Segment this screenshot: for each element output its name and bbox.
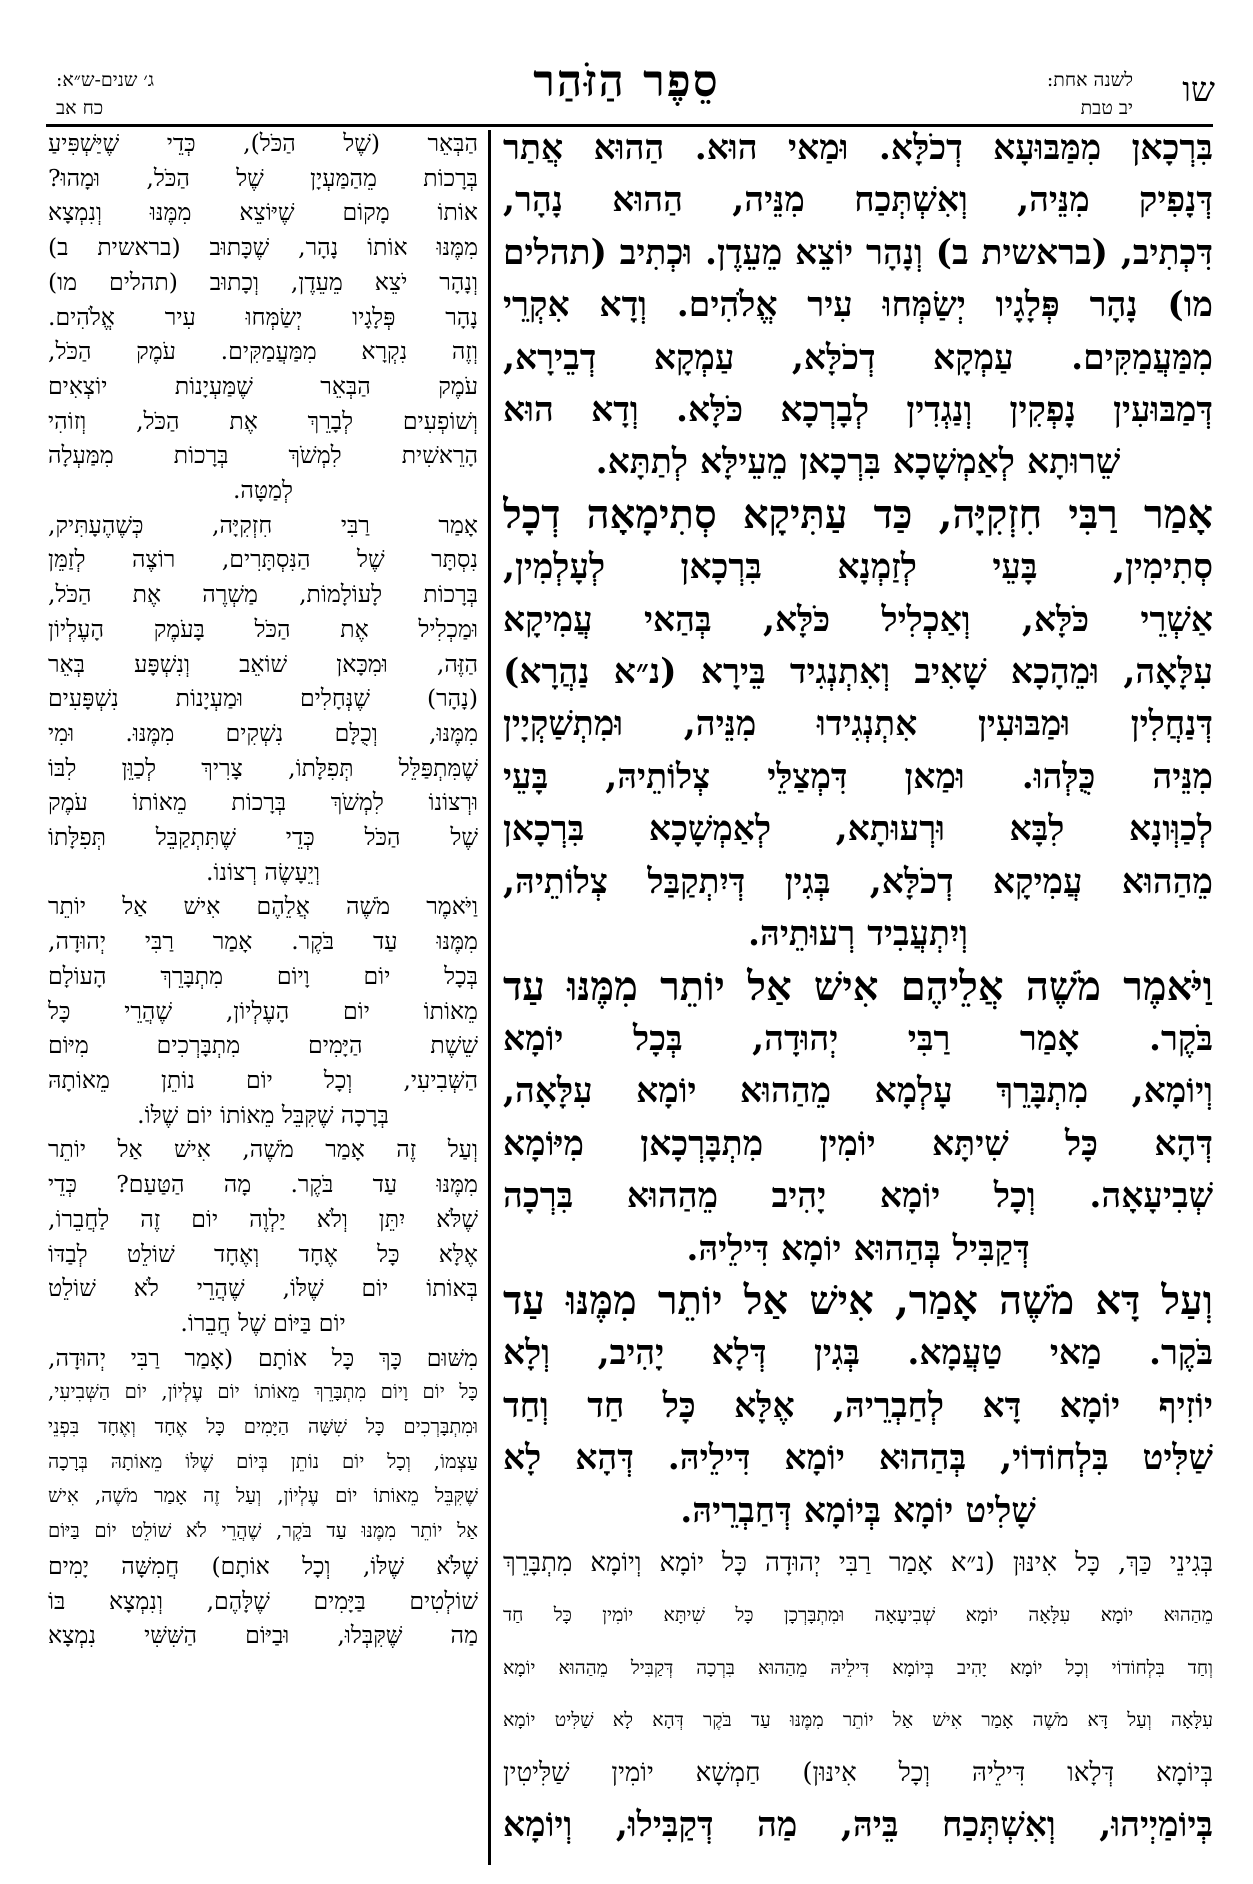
main-line: וְעַל דָּא מֹשֶׁה אָמַר, אִישׁ אַל יוֹתֵר מִמֶּנּוּ עַד	[503, 1276, 1213, 1324]
side-line: מִמֶּנּוּ אוֹתוֹ נָהָר, שֶׁכָּתוּב (בראשית ב)	[48, 233, 478, 262]
hebrew-translation-column	[48, 126, 478, 1871]
main-line: אַשְׁרֵי כֹּלָּא, וְאַכְלִיל כֹּלָּא, בְּהַאי עֲמִיקָא	[503, 599, 1213, 640]
aramaic-main-column	[503, 122, 1213, 1867]
side-line: אָמַר רַבִּי חִזְקִיָּה, כְּשֶׁהֶעָתִּיק,	[48, 510, 478, 539]
side-line: הַזֶּה, וּמִכָּאן שׁוֹאֵב וְנִשְׁפָּע בְּאֵר	[48, 649, 478, 678]
main-note-line: וְחַד בִּלְחוֹדוֹי וְכָל יוֹמָא יָהִיב בְּיוֹמָא דִּילֵיהּ מֵהַהוּא בִּרְכָה דְּקַבִּיל מֵהַהוּא יוֹמָא	[503, 1656, 1213, 1679]
main-line: עִלָּאָה, וּמֵהָכָא שָׁאִיב וְאִתְנְגִיד בֵּירָא (נ״א נַהֲרָא)	[503, 652, 1213, 693]
side-line: מִמֶּנּוּ עַד בֹּקֶר. מָה הַטַּעַם? כְּדֵי	[48, 1170, 478, 1199]
book-title: סֵפֶר הַזֹּהַר	[533, 56, 720, 107]
side-line: הַשְּׁבִיעִי, וְכָל יוֹם נוֹתֵן מֵאוֹתָהּ	[48, 1065, 478, 1094]
main-line: וְיוֹמָא, מִתְבָּרֵךְ עָלְמָא מֵהַהוּא יוֹמָא עִלָּאָה,	[503, 1071, 1213, 1112]
side-line: מֵאוֹתוֹ יוֹם הָעֶלְיוֹן, שֶׁהֲרֵי כָּל	[48, 996, 478, 1025]
side-line: (נָהָר) שֶׁנְּחָלִים וּמַעְיָנוֹת נִשְׁפָּעִים	[48, 684, 478, 713]
side-line: וּרְצוֹנוֹ לִמְשֹׁךְ בְּרָכוֹת מֵאוֹתוֹ עֹמֶק	[48, 788, 478, 817]
main-line: דִּכְתִיב, (בראשית ב) וְנָהָר יוֹצֵא מֵעֵדֶן. וּכְתִיב (תהלים	[503, 232, 1213, 273]
main-line: שְׁבִיעָאָה. וְכָל יוֹמָא יָהִיב מֵהַהוּא בִּרְכָה	[503, 1176, 1213, 1217]
main-line: מו) נָהָר פְּלָגָיו יְשַׂמְּחוּ עִיר אֱלֹהִים. וְדָא אִקְרֵי	[503, 285, 1213, 326]
main-line: מִנֵּיה כֻּלְּהוּ. וּמַאן דִּמְצַלֵּי צְלוֹתֵיהּ, בָּעֵי	[503, 756, 1213, 797]
side-line: שׁוֹלְטִים בַּיָּמִים שֶׁלָּהֶם, וְנִמְצָא בּוֹ	[48, 1586, 478, 1615]
header-right-line-2: יב טבת	[1080, 97, 1133, 119]
side-note-line: אַל יוֹתֵר מִמֶּנּוּ עַד בֹּקֶר, שֶׁהֲרֵי לֹא שׁוֹלֵט יוֹם בַּיּוֹם	[48, 1519, 478, 1543]
main-line: יוֹזִיף יוֹמָא דָּא לְחַבְרֵיהּ, אֶלָּא כָּל חַד וְחַד	[503, 1385, 1213, 1426]
main-line: שַׁלִּיט בִּלְחוֹדוֹי, בְּהַהוּא יוֹמָא דִּילֵיהּ. דְּהָא לָא	[503, 1438, 1213, 1479]
main-note-line: בְּיוֹמָא דְּלָאו דִּילֵיהּ וְכָל אִינּוּן) חַמְשָׁא יוֹמִין שַׁלִּיטִין	[503, 1757, 1213, 1788]
side-line: נִסְתָּר שֶׁל הַנִּסְתָּרִים, רוֹצֶה לְזַמֵּן	[48, 545, 478, 574]
side-line: בְּרָכוֹת לָעוֹלָמוֹת, מַשְׁרֶה אֶת הַכֹּל,	[48, 580, 478, 609]
column-divider	[488, 130, 491, 1865]
side-line: מִשּׁוּם כָּךְ כָּל אוֹתָם (אָמַר רַבִּי יְהוּדָה,	[48, 1343, 478, 1372]
header-right-line-1: לשנה אחת:	[1046, 69, 1133, 91]
main-line: סְתִימִין, בָּעֵי לְזַמְנָא בִּרְכָאן לְעָלְמִין,	[503, 547, 1213, 588]
side-note-line: עַצְמוֹ, וְכָל יוֹם נוֹתֵן בְּיוֹם שֶׁלּוֹ מֵאוֹתָהּ בְּרָכָה	[48, 1449, 478, 1473]
side-line: וְשׁוֹפְעִים לְבָרֵךְ אֶת הַכֹּל, וְזוֹהִי	[48, 406, 478, 435]
main-line: לְכַוְּונָא לִבָּא וּרְעוּתָא, לְאַמְשָׁכָא בִּרְכָאן	[503, 809, 1213, 850]
main-line: דְּמַבּוּעִין נָפְקִין וְנַגְדִין לְבָרְכָא כֹּלָּא. וְדָא הוּא	[503, 390, 1213, 431]
side-line: הַבְּאֵר (שֶׁל הַכֹּל), כְּדֵי שֶׁיַּשְׁפִּיעַ	[48, 129, 478, 157]
side-line: אוֹתוֹ מָקוֹם שֶׁיּוֹצֵא מִמֶּנּוּ וְנִמְצָא	[48, 198, 478, 227]
main-line: דְּקַבִּיל בְּהַהוּא יוֹמָא דִּילֵיהּ.	[686, 1228, 1030, 1269]
main-line: אָמַר רַבִּי חִזְקִיָּה, כַּד עַתִּיקָא סְתִימָאָה דְכָל	[503, 490, 1213, 538]
side-line: שֶׁלֹּא יִתֵּן וְלֹא יַלְוֶה יוֹם זֶה לַחֲבֵרוֹ,	[48, 1204, 478, 1233]
side-line: וְנָהָר יֹצֵא מֵעֵדֶן, וְכָתוּב (תהלים מו)	[48, 267, 478, 296]
side-note-line: שֶׁקִּבֵּל מֵאוֹתוֹ יוֹם עֶלְיוֹן, וְעַל זֶה אָמַר מֹשֶׁה, אִישׁ	[48, 1484, 478, 1508]
main-line: שֵׁרוּתָא לְאַמְשָׁכָא בִּרְכָאן מֵעֵילָּא לְתַתָּא.	[595, 442, 1121, 483]
side-line: הָרֵאשִׁית לִמְשֹׁךְ בְּרָכוֹת מִמַּעְלָה	[48, 441, 478, 470]
side-line: וּמַכְלִיל אֶת הַכֹּל בָּעֹמֶק הָעֶלְיוֹן	[48, 614, 478, 643]
main-line: מֵהַהוּא עֲמִיקָא דְכֹלָּא, בְּגִין דְּיִתְקַבַּל צְלוֹתֵיהּ,	[503, 861, 1213, 902]
main-line: מִמַּעֲמַקִּים. עַמְקָא דְכֹלָּא, עַמְקָא דְבֵירָא,	[503, 337, 1213, 378]
side-line: בְּאוֹתוֹ יוֹם שֶׁלּוֹ, שֶׁהֲרֵי לֹא שׁוֹלֵט	[48, 1274, 478, 1303]
main-line: דְּנַחֲלִין וּמַבּוּעִין אִתְנְגִידוּ מִנֵּיה, וּמִתְשַׁקְיָין	[503, 704, 1213, 745]
page-number: שו	[1182, 70, 1215, 110]
side-note-line: וּמִתְבָּרְכִים כָּל שִׁשָּׁה הַיָּמִים כָּל אֶחָד וְאֶחָד בִּפְנֵי	[48, 1415, 478, 1439]
side-line: שֵׁשֶׁת הַיָּמִים מִתְבָּרְכִים מִיּוֹם	[48, 1031, 478, 1060]
side-line: יוֹם בַּיּוֹם שֶׁל חֲבֵרוֹ.	[180, 1308, 346, 1337]
main-line: דְּנָפִיק מִנֵּיה, וְאִשְׁתְּכַח מִנֵּיה, הַהוּא נָהָר,	[503, 180, 1213, 221]
side-line: מַה שֶּׁקִּבְּלוּ, וּבַיּוֹם הַשִּׁשִּׁי נִמְצָא	[48, 1621, 478, 1650]
side-line: וְזֶה נִקְרָא מִמַּעֲמַקִּים. עֹמֶק הַכֹּל,	[48, 337, 478, 366]
main-note-line: מֵהַהוּא יוֹמָא עִלָּאָה יוֹמָא שְׁבִיעָאָה וּמִתְבָּרְכָן כָּל שִׁיתָּא יוֹמִין כָּל חַד	[503, 1604, 1213, 1627]
header-left-line-2: כח אב	[56, 97, 104, 119]
side-line: מִמֶּנּוּ, וְכֻלָּם נִשְׁקִים מִמֶּנּוּ. וּמִי	[48, 718, 478, 747]
main-line: שָׁלִיט יוֹמָא בְּיוֹמָא דְּחַבְרֵיהּ.	[680, 1490, 1036, 1531]
side-line: אֶלָּא כָּל אֶחָד וְאֶחָד שׁוֹלֵט לְבַדּוֹ	[48, 1239, 478, 1268]
main-line: בֹּקֶר. אָמַר רַבִּי יְהוּדָה, בְּכָל יוֹמָא	[503, 1018, 1213, 1059]
side-line: בְּרָכָה שֶׁקִּבֵּל מֵאוֹתוֹ יוֹם שֶׁלּוֹ.	[137, 1100, 389, 1129]
side-line: שֶׁלֹּא שֶׁלּוֹ, וְכָל אוֹתָם) חֲמִשָּׁה יָמִים	[48, 1551, 478, 1580]
side-line: נָהָר פְּלָגָיו יְשַׂמְּחוּ עִיר אֱלֹהִים.	[48, 302, 478, 331]
main-note-line: בְּגִינֵי כַּךְ, כָּל אִינּוּן (נ״א אָמַר רַבִּי יְהוּדָה כָּל יוֹמָא וְיוֹמָא מִתְבָּרֵךְ	[503, 1547, 1213, 1578]
side-line: עֹמֶק הַבְּאֵר שֶׁמַּעְיָנוֹת יוֹצְאִים	[48, 371, 478, 400]
side-line: לְמַטָּה.	[232, 476, 294, 505]
main-note-line: עִלָּאָה וְעַל דָּא מֹשֶׁה אָמַר אִישׁ אַל יוֹתֵר מִמֶּנּוּ עַד בֹּקֶר דְּהָא לָא שַׁלִּיט יוֹמָא	[503, 1709, 1213, 1732]
side-line: בְּרָכוֹת מֵהַמַּעְיָן שֶׁל הַכֹּל, וּמָהוּ?	[48, 163, 478, 192]
side-line: בְּכָל יוֹם וָיוֹם מִתְבָּרֵךְ הָעוֹלָם	[48, 961, 478, 990]
main-line: בְּיוֹמַיְיהוּ, וְאִשְׁתְּכַח בֵּיהּ, מַה דְּקַבִּילוּ, וְיוֹמָא	[503, 1805, 1213, 1845]
header-left-schedule	[56, 66, 154, 122]
side-line: וְיֵעָשֶׂה רְצוֹנוֹ.	[205, 857, 321, 886]
side-note-line: כָּל יוֹם וָיוֹם מִתְבָּרֵךְ מֵאוֹתוֹ יוֹם עֶלְיוֹן, יוֹם הַשְּׁבִיעִי,	[48, 1380, 478, 1404]
side-line: שֶׁל הַכֹּל כְּדֵי שֶׁתִּתְקַבֵּל תְּפִלָּתוֹ	[48, 823, 478, 852]
main-line: בִּרְכָאן מִמַּבּוּעָא דְכֹלָּא. וּמַאי הוּא. הַהוּא אֲתַר	[503, 128, 1213, 168]
main-line: בֹּקֶר. מַאי טַעֲמָא. בְּגִין דְּלָא יָהִיב, וְלָא	[503, 1333, 1213, 1374]
side-line: וַיֹּאמֶר מֹשֶׁה אֲלֵהֶם אִישׁ אַל יוֹתֵר	[48, 892, 478, 921]
side-line: מִמֶּנּוּ עַד בֹּקֶר. אָמַר רַבִּי יְהוּדָה,	[48, 927, 478, 956]
main-line: דְּהָא כָּל שִׁיתָּא יוֹמִין מִתְבָּרְכָאן מִיּוֹמָא	[503, 1123, 1213, 1164]
header-left-line-1: ג׳ שנים-ש״א:	[56, 69, 155, 91]
side-line: שֶׁמִּתְפַּלֵּל תְּפִלָּתוֹ, צָרִיךְ לְכַוֵּן לִבּוֹ	[48, 753, 478, 782]
side-line: וְעַל זֶה אָמַר מֹשֶׁה, אִישׁ אַל יוֹתֵר	[48, 1135, 478, 1164]
main-line: וַיֹּאמֶר מֹשֶׁה אֲלֵיהֶם אִישׁ אַל יוֹתֵר מִמֶּנּוּ עַד	[503, 962, 1213, 1010]
main-line: וְיִתְעֲבִיד רְעוּתֵיהּ.	[748, 914, 968, 955]
